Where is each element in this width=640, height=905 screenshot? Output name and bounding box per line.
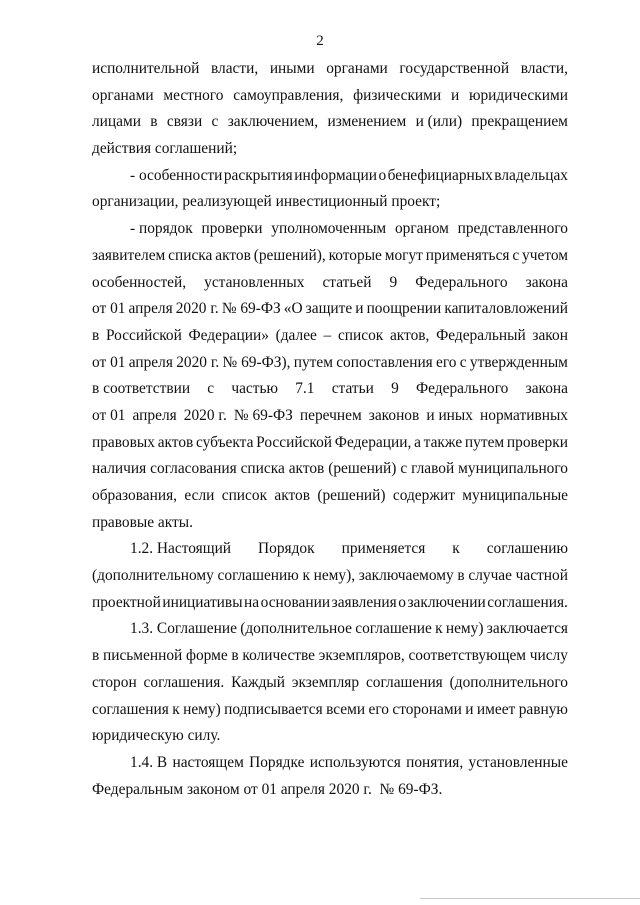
word: настоящем <box>172 753 244 771</box>
word: а <box>414 433 421 451</box>
word: закона <box>525 380 568 398</box>
word: (далее <box>275 326 317 344</box>
word: частью <box>231 380 279 398</box>
text-line <box>92 189 568 216</box>
word: Порядок <box>258 540 315 558</box>
word: законов <box>368 406 420 424</box>
word: и <box>355 300 364 318</box>
word: могут <box>384 246 423 264</box>
word: письменной <box>102 647 183 665</box>
word: учетом <box>522 246 568 264</box>
word: и <box>465 700 474 718</box>
text-line <box>92 456 568 483</box>
word: с <box>207 380 215 398</box>
word: от 01 <box>92 300 126 318</box>
word: сторон <box>92 673 137 691</box>
word: 9 <box>389 273 398 291</box>
word: имеет <box>476 700 516 718</box>
word: поощрении <box>366 300 442 318</box>
document-body <box>92 56 568 803</box>
word: правовые акты. <box>92 513 193 531</box>
word: установленных <box>204 273 305 291</box>
word: капиталовложений <box>444 300 568 318</box>
word: - особенности <box>130 166 223 184</box>
word: с <box>211 113 219 131</box>
word: 1.4. В <box>130 753 168 771</box>
word: к <box>302 567 310 585</box>
word: физическими <box>353 86 442 104</box>
word: 2020 г. <box>183 406 227 424</box>
word: с <box>459 353 467 371</box>
word: проверки <box>506 433 568 451</box>
word: равную <box>518 700 568 718</box>
word: 7.1 <box>295 380 315 398</box>
word: 2020 г. <box>175 300 219 318</box>
word: инициативы <box>162 593 243 611</box>
word: Федеральным законом от 01 апреля 2020 г. № 69-ФЗ. <box>92 780 443 798</box>
text-line <box>92 590 568 617</box>
word: актов <box>157 433 194 451</box>
text-line <box>92 483 568 510</box>
word: в <box>92 326 100 344</box>
word: иными <box>269 60 315 77</box>
text-line <box>92 510 568 537</box>
text-line <box>92 430 568 457</box>
word: о <box>378 166 387 184</box>
word: случае <box>468 567 512 585</box>
text-line <box>92 83 568 110</box>
word: соглашению <box>217 567 299 585</box>
word: также <box>423 433 463 451</box>
word: 9 <box>391 380 399 398</box>
word: утвержденным <box>469 353 568 371</box>
word: Федерации, <box>334 433 412 451</box>
word: списка <box>240 460 285 478</box>
word: применяется <box>341 540 426 558</box>
word: всеми <box>326 700 366 718</box>
word: соглашения. <box>143 673 225 691</box>
word: заключении <box>407 593 486 611</box>
word: уполномоченным <box>271 220 387 238</box>
word: и иных <box>426 406 473 424</box>
word: Каждый <box>231 673 285 691</box>
word: муниципальные <box>462 487 568 504</box>
word: форме <box>186 647 228 665</box>
word: № 69-ФЗ), <box>222 353 291 371</box>
word: списка <box>168 246 213 264</box>
word: организации, реализующей инвестиционный проект; <box>92 193 441 211</box>
word: и (или) <box>415 113 463 131</box>
page-number: 2 <box>316 33 324 49</box>
word: с <box>512 246 520 264</box>
word: содержит <box>392 487 455 504</box>
word: актов <box>274 487 310 504</box>
word: соглашения <box>365 673 443 691</box>
word: 2020 г. <box>176 353 220 371</box>
word: соглашение <box>355 620 432 638</box>
word: перечнем <box>299 406 362 424</box>
word: Федеральный <box>436 326 526 344</box>
word: правовых <box>92 433 155 451</box>
word: к <box>172 700 180 718</box>
word: главой <box>411 460 455 478</box>
word: частной <box>515 567 568 585</box>
word: (решений) <box>317 487 386 504</box>
word: заявителем <box>92 246 166 264</box>
word: нормативных <box>480 406 568 424</box>
word: образования, <box>92 487 178 504</box>
word: владельцах <box>494 166 568 184</box>
word: проектной <box>92 593 161 611</box>
word: юридическую силу. <box>92 727 221 745</box>
list-item-line <box>92 216 568 243</box>
word: (решений), <box>253 246 326 264</box>
word: к <box>435 620 443 638</box>
word: путем <box>464 433 505 451</box>
word: соглашению <box>486 540 568 558</box>
word: местного <box>163 86 224 104</box>
word: изменением <box>327 113 407 131</box>
word: в соответствии <box>92 380 191 398</box>
word: согласования <box>150 460 237 478</box>
word: муниципального <box>458 460 568 478</box>
word: (решений) <box>328 460 397 478</box>
word: с <box>400 460 408 478</box>
word: действия соглашений; <box>92 140 238 158</box>
word: лицами <box>92 113 141 131</box>
word: органом <box>394 220 449 238</box>
word: нему) <box>183 700 221 718</box>
word: экземпляр <box>291 673 360 691</box>
word: на <box>244 593 260 611</box>
text-line <box>92 563 568 590</box>
word: Федерального <box>415 273 508 291</box>
word: Российской <box>256 433 333 451</box>
word: экземпляров, <box>318 647 405 665</box>
word: в <box>231 647 239 665</box>
word: установленные <box>468 753 568 771</box>
bottom-divider <box>420 898 640 899</box>
text-line <box>92 350 568 377</box>
paragraph-1-4-line <box>92 750 568 777</box>
word: особенностей, <box>92 273 187 291</box>
text-line <box>92 376 568 403</box>
word: «О <box>283 300 303 318</box>
word: путем <box>293 353 333 371</box>
word: актов, <box>389 326 430 344</box>
word: используются <box>309 753 401 771</box>
word: заключается <box>486 620 568 638</box>
word: защите <box>305 300 353 318</box>
word: актов <box>215 246 251 264</box>
word: его <box>436 353 457 371</box>
word: соглашения <box>92 700 169 718</box>
word: бенефициарных <box>387 166 493 184</box>
word: статьей <box>322 273 372 291</box>
word: нему), <box>313 567 356 585</box>
text-line <box>92 643 568 670</box>
word: 1.3. Соглашение <box>130 620 237 638</box>
word: исполнительной <box>92 60 200 77</box>
word: в <box>92 647 100 665</box>
word: закона <box>525 273 568 291</box>
text-line <box>92 270 568 297</box>
word: применяться <box>425 246 510 264</box>
text-line <box>92 56 568 83</box>
word: апреля <box>132 406 177 424</box>
word: если <box>184 487 215 504</box>
word: актов <box>288 460 325 478</box>
word: № 69-ФЗ <box>233 406 293 424</box>
paragraph-1-3-line <box>92 616 568 643</box>
list-item-line <box>92 163 568 190</box>
word: соглашения. <box>487 593 568 611</box>
word: информации <box>294 166 377 184</box>
text-line <box>92 323 568 350</box>
word: в <box>150 113 158 131</box>
word: органами <box>92 86 154 104</box>
word: Федерации» <box>188 326 269 344</box>
word: соответствующем <box>408 647 527 665</box>
word: заключением, <box>227 113 319 131</box>
word: (дополнительного <box>449 673 568 691</box>
word: список <box>337 326 384 344</box>
word: 1.2. Настоящий <box>130 540 232 558</box>
word: его <box>368 700 389 718</box>
word: власти, <box>210 60 259 77</box>
word: представленного <box>457 220 568 238</box>
word: и <box>450 86 460 104</box>
word: от 01 <box>92 406 126 424</box>
text-line <box>92 697 568 724</box>
word: которые <box>328 246 382 264</box>
word: закон <box>532 326 568 344</box>
text-line <box>92 136 568 163</box>
word: количестве <box>242 647 316 665</box>
word: понятия, <box>406 753 464 771</box>
word: прекращением <box>471 113 568 131</box>
word: (дополнительное <box>240 620 352 638</box>
word: список <box>221 487 268 504</box>
paragraph-1-2-line <box>92 536 568 563</box>
word: связи <box>166 113 203 131</box>
word: субъекта <box>196 433 254 451</box>
word: проверки <box>201 220 263 238</box>
text-line <box>92 403 568 430</box>
text-line <box>92 243 568 270</box>
word: от 01 <box>92 353 126 371</box>
word: числу <box>529 647 568 665</box>
word: раскрытия <box>223 166 293 184</box>
word: апреля <box>128 353 173 371</box>
word: нему) <box>445 620 484 638</box>
word: Федерального <box>416 380 509 398</box>
word: наличия <box>92 460 147 478</box>
word: основании <box>260 593 331 611</box>
word: - порядок <box>130 220 193 238</box>
word: Порядке <box>249 753 305 771</box>
word: сторонами <box>392 700 462 718</box>
word: подписывается <box>224 700 323 718</box>
text-line <box>92 670 568 697</box>
word: юридическими <box>468 86 568 104</box>
word: самоуправления, <box>233 86 344 104</box>
word: заявления <box>331 593 397 611</box>
text-line <box>92 777 568 804</box>
text-line <box>92 723 568 750</box>
word: власти, <box>520 60 568 77</box>
word: государственной <box>399 60 510 77</box>
word: о <box>398 593 406 611</box>
text-line <box>92 296 568 323</box>
word: № 69-ФЗ <box>221 300 281 318</box>
word: в <box>457 567 465 585</box>
word: Российской <box>105 326 182 344</box>
word: апреля <box>128 300 173 318</box>
word: сопоставления <box>336 353 433 371</box>
word: заключаемому <box>358 567 454 585</box>
word: – <box>323 326 332 344</box>
word: органами <box>326 60 388 77</box>
text-line <box>92 109 568 136</box>
word: к <box>452 540 460 558</box>
word: (дополнительному <box>92 567 214 585</box>
word: статьи <box>331 380 374 398</box>
